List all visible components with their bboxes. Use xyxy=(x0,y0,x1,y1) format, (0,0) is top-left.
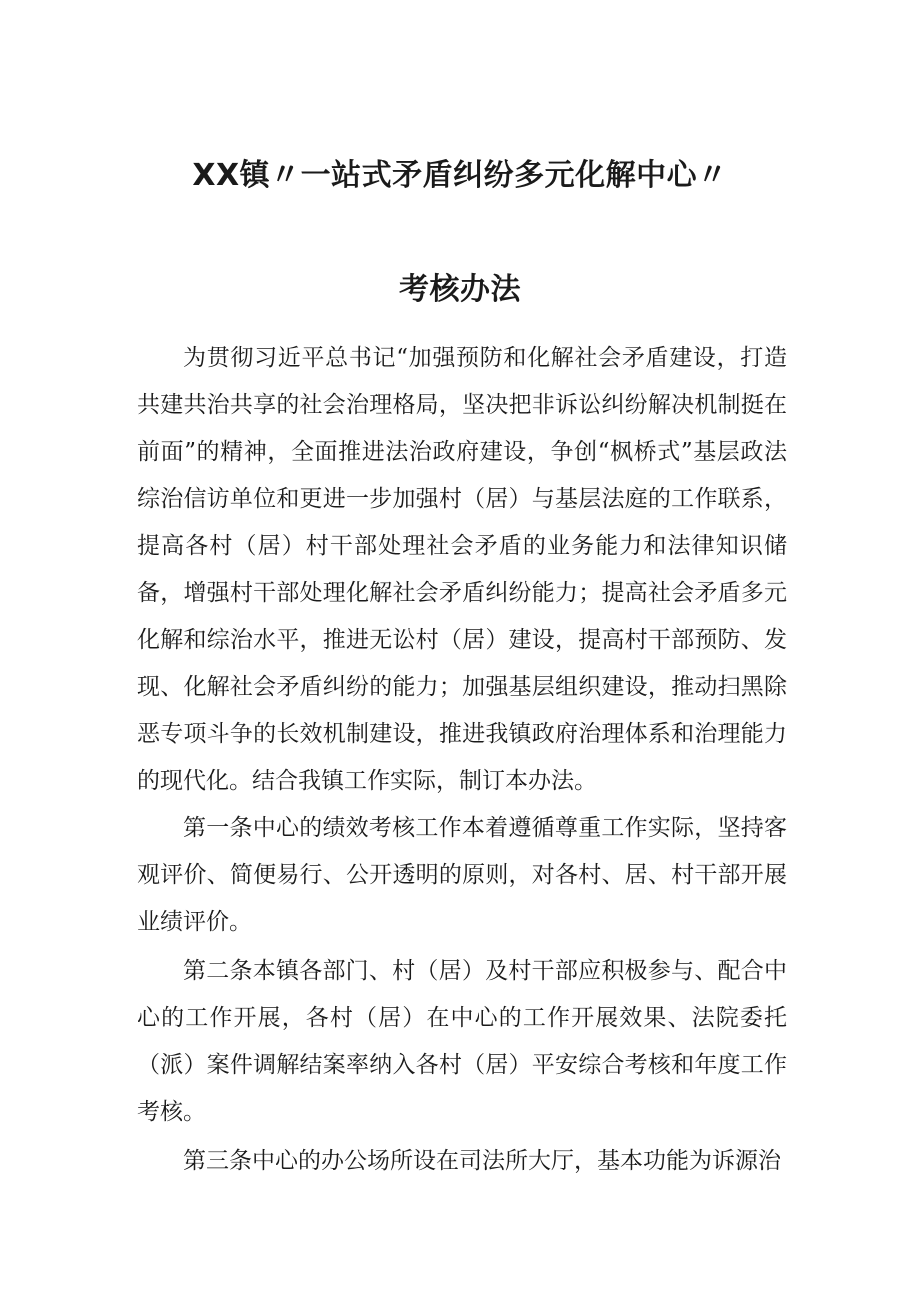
document-body xyxy=(137,335,787,1185)
article-1-paragraph: 第一条中心的绩效考核工作本着遵循尊重工作实际，坚持客观评价、简便易行、公开透明的原则，对各村、居、村干部开展业绩评价。 xyxy=(137,815,787,935)
document-subtitle: 考核办法 xyxy=(399,272,521,307)
document-title: XX镇〃一站式矛盾纠纷多元化解中心〃 xyxy=(192,158,728,193)
article-3-paragraph: 第三条中心的办公场所设在司法所大厅，基本功能为诉源治 xyxy=(183,1148,781,1174)
article-2-paragraph: 第二条本镇各部门、村（居）及村干部应积极参与、配合中心的工作开展，各村（居）在中心的工作开展效果、法院委托（派）案件调解结案率纳入各村（居）平安综合考核和年度工作考核。 xyxy=(137,958,787,1125)
preamble-paragraph: 为贯彻习近平总书记“加强预防和化解社会矛盾建设，打造共建共治共享的社会治理格局，坚决把非诉讼纠纷解决机制挺在前面”的精神，全面推进法治政府建设，争创“枫桥式”基层政法综治信访单位和更进一步加强村（居）与基层法庭的工作联系，提高各村（居）村干部处理社会矛盾的业务能力和法律知识储备，增强村干部处理化解社会矛盾纠纷能力；提高社会矛盾多元化解和综治水平，推进无讼村（居）建设，提高村干部预防、发现、化解社会矛盾纠纷的能力；加强基层组织建设，推动扫黑除恶专项斗争的长效机制建设，推进我镇政府治理体系和治理能力的现代化。结合我镇工作实际，制订本办法。 xyxy=(137,345,787,794)
